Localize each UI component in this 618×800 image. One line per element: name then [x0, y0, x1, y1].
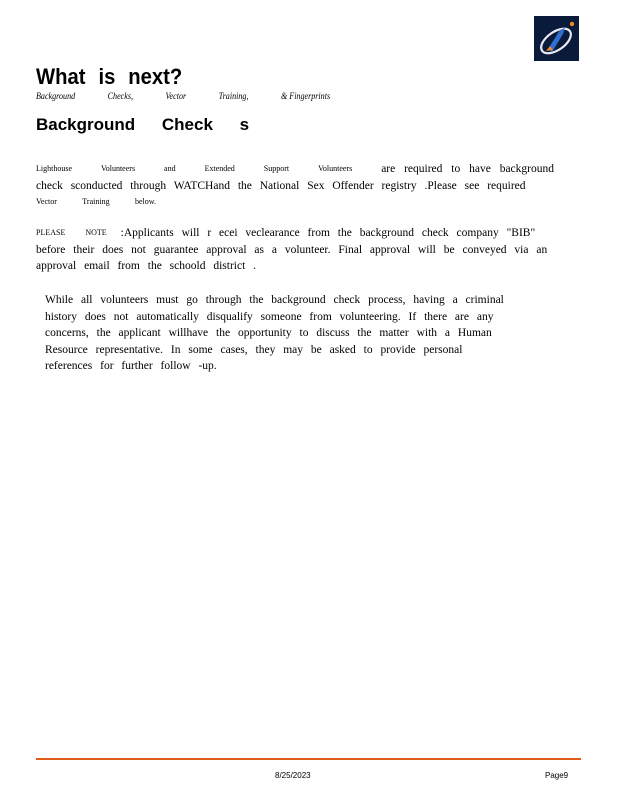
small-word: Training	[82, 197, 110, 206]
small-word: Support	[263, 164, 290, 173]
paragraph-line	[36, 225, 566, 242]
paragraph-line: While all volunteers must go through the background check process, having a criminal	[45, 294, 504, 306]
small-word: Lighthouse	[36, 164, 72, 173]
paragraph-line: approval email from the schoold district .	[36, 260, 257, 272]
subtitle-part: Background	[36, 92, 76, 102]
paragraph-line: references for further follow -up.	[45, 360, 217, 372]
subtitle-part: & Fingerprints	[280, 92, 331, 102]
small-word: and	[164, 164, 176, 173]
note-paragraph	[36, 225, 566, 275]
footer-divider	[36, 758, 581, 760]
paragraph-text: are required to have background	[381, 163, 554, 175]
paragraph-line: history does not automatically disqualify someone from volunteering. If there are any	[45, 310, 494, 323]
page-subtitle	[36, 92, 330, 102]
subtitle-part: Training,	[218, 92, 249, 102]
small-word: Extended	[204, 164, 235, 173]
paragraph-line: Resource representative. In some cases, they may be asked to provide personal	[45, 343, 463, 356]
paragraph-line: before their does not guarantee approval as a volunteer. Final approval will be conveyed via an	[36, 243, 548, 256]
footer-page-number: Page9	[545, 771, 569, 780]
criminal-history-paragraph	[45, 292, 523, 375]
paragraph-line	[36, 161, 554, 178]
paragraph-line	[36, 194, 156, 211]
footer-date: 8/25/2023	[275, 771, 311, 780]
section-heading: Background Check s	[36, 115, 250, 134]
note-label: PLEASE NOTE	[36, 228, 107, 237]
small-word: below.	[134, 197, 156, 206]
small-word: Volunteers	[100, 164, 136, 173]
paragraph-line: check sconducted through WATCHand the National Sex Offender registry .Please see required	[36, 179, 526, 192]
paragraph-text: :Applicants will r ecei veclearance from the background check company "BIB"	[120, 227, 536, 239]
rocket-orbit-logo-icon	[534, 16, 579, 61]
small-word: Vector	[36, 197, 57, 206]
page-title: What is next?	[36, 64, 183, 89]
paragraph-line: concerns, the applicant willhave the opportunity to discuss the matter with a Human	[45, 327, 492, 339]
subtitle-part: Vector	[165, 92, 187, 102]
requirements-paragraph	[36, 161, 554, 211]
subtitle-part: Checks,	[107, 92, 134, 102]
small-word: Volunteers	[318, 164, 353, 173]
